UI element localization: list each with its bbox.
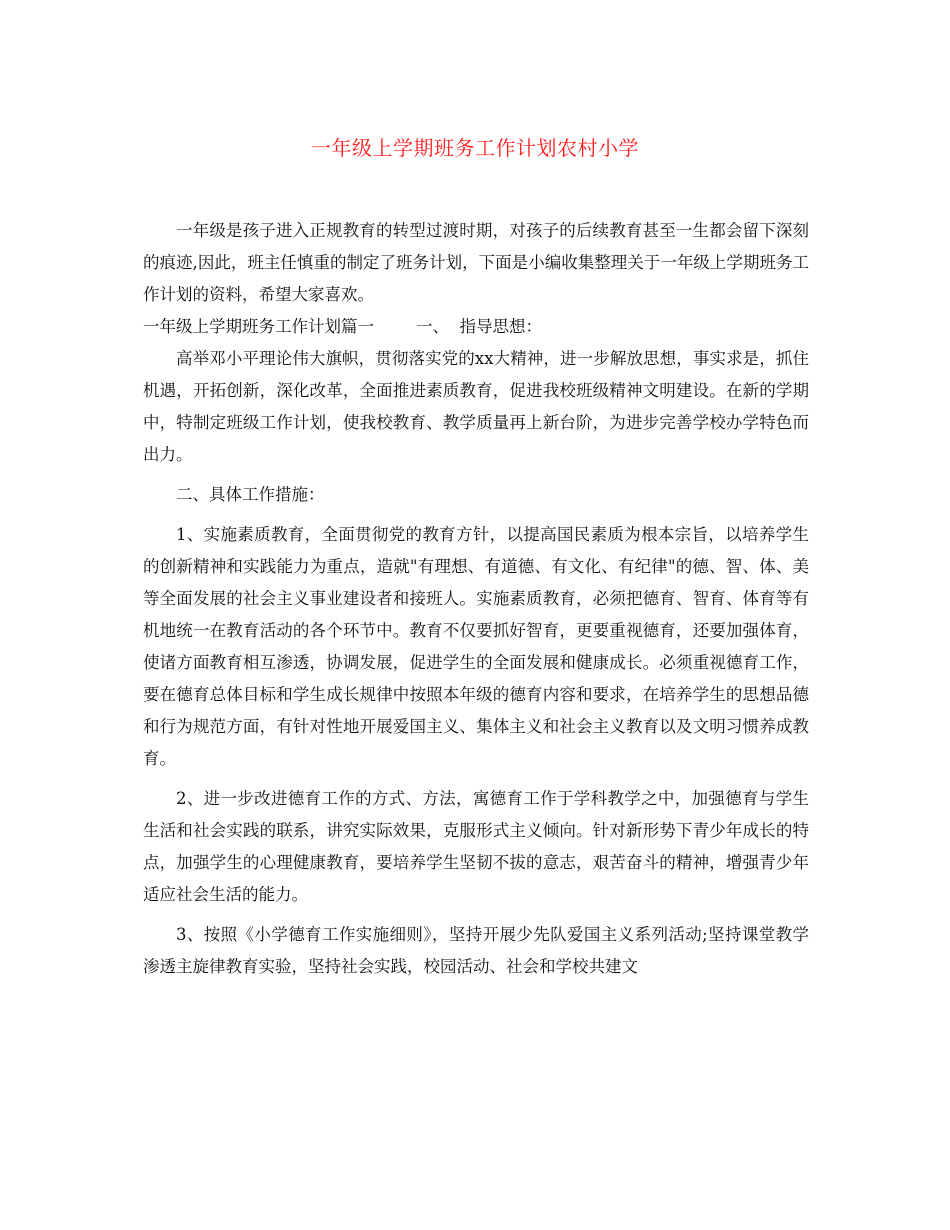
document-body <box>143 215 809 983</box>
measure-1-paragraph: 1、实施素质教育，全面贯彻党的教育方针，以提高国民素质为根本宗旨，以培养学生的创新精神和实践能力为重点，造就"有理想、有道德、有文化、有纪律"的德、智、体、美等全面发展的社会主义事业建设者和接班人。实施素质教育，必须把德育、智育、体育等有机地统一在教育活动的各个环节中。教育不仅要抓好智育，更要重视德育，还要加强体育，使诸方面教育相互渗透，协调发展，促进学生的全面发展和健康成长。必须重视德育工作，要在德育总体目标和学生成长规律中按照本年级的德育内容和要求，在培养学生的思想品德和行为规范方面，有针对性地开展爱国主义、集体主义和社会主义教育以及文明习惯养成教育。 <box>143 525 809 768</box>
guiding-thought-paragraph: 高举邓小平理论伟大旗帜，贯彻落实党的xx大精神，进一步解放思想，事实求是，抓住机遇，开拓创新，深化改革，全面推进素质教育，促进我校班级精神文明建设。在新的学期中，特制定班级工作计划，使我校教育、教学质量再上新台阶，为进步完善学校办学特色而出力。 <box>143 349 809 464</box>
document-title: 一年级上学期班务工作计划农村小学 <box>311 136 639 160</box>
intro-paragraph: 一年级是孩子进入正规教育的转型过渡时期，对孩子的后续教育甚至一生都会留下深刻的痕迹,因此，班主任慎重的制定了班务计划，下面是小编收集整理关于一年级上学期班务工作计划的资料，希望大家喜欢。 <box>143 221 809 304</box>
section-heading: 一年级上学期班务工作计划篇一 一、 指导思想： <box>143 317 542 336</box>
measures-heading: 二、具体工作措施： <box>176 485 325 504</box>
measure-3-paragraph: 3、按照《小学德育工作实施细则》，坚持开展少先队爱国主义系列活动;坚持课堂教学渗透主旋律教育实验，坚持社会实践，校园活动、社会和学校共建文 <box>143 925 809 976</box>
measure-2-paragraph: 2、进一步改进德育工作的方式、方法，寓德育工作于学科教学之中，加强德育与学生生活和社会实践的联系，讲究实际效果，克服形式主义倾向。针对新形势下青少年成长的特点，加强学生的心理健康教育，要培养学生坚韧不拔的意志，艰苦奋斗的精神，增强青少年适应社会生活的能力。 <box>143 789 809 904</box>
